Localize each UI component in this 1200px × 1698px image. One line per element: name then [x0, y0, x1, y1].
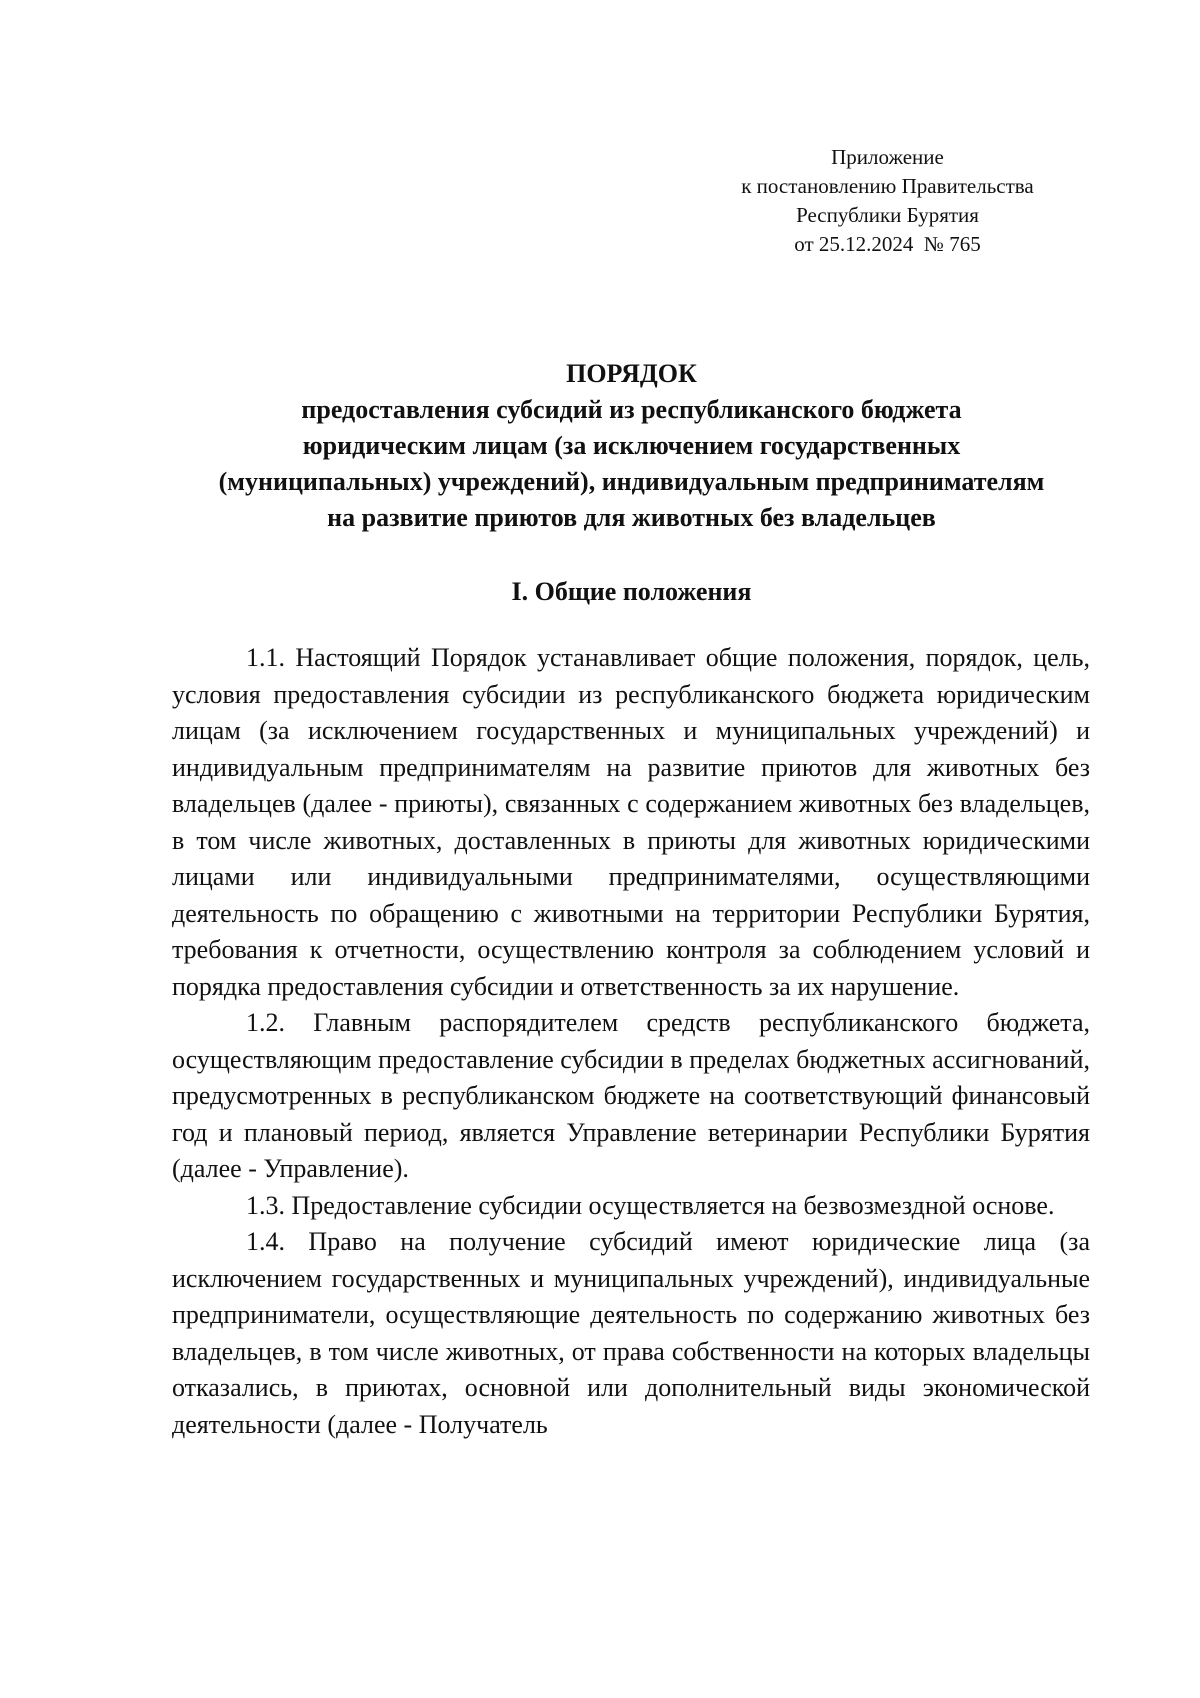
document-title [150, 356, 1113, 536]
title-subtitle-line: юридическим лицам (за исключением государственных [302, 431, 961, 460]
appendix-line: к постановлению Правительства [741, 174, 1034, 198]
appendix-line: Республики Бурятия [796, 203, 979, 227]
section-heading: I. Общие положения [511, 577, 752, 606]
paragraph-1-4: 1.4. Право на получение субсидий имеют юридические лица (за исключением государственных и муниципальных учреждений), индивидуальные предприниматели, осуществляющие деятельность по содержанию животных без владельцев, в том числе животных, от права собственности на которых владельцы отказались, в приютах, основной или дополнительный виды экономической деятельности (далее - Получатель [172, 1227, 1090, 1439]
title-main: ПОРЯДОК [566, 359, 697, 388]
appendix-line: Приложение [831, 145, 944, 169]
paragraph-1-1: 1.1. Настоящий Порядок устанавливает общие положения, порядок, цель, условия предоставления субсидии из республиканского бюджета юридическим лицам (за исключением государственных и муниципальных учреждений) и индивидуальным предпринимателям на развитие приютов для животных без владельцев (далее - приюты), связанных с содержанием животных без владельцев, в том числе животных, доставленных в приюты для животных юридическими лицами или индивидуальными предпринимателями, осуществляющими деятельность по обращению с животными на территории Республики Бурятия, требования к отчетности, осуществлению контроля за соблюдением условий и порядка предоставления субсидии и ответственность за их нарушение. [172, 643, 1090, 1001]
title-subtitle-line: (муниципальных) учреждений), индивидуальным предпринимателям [218, 467, 1045, 496]
body-text [172, 640, 1090, 1443]
paragraph-1-3: 1.3. Предоставление субсидии осуществляется на безвозмездной основе. [246, 1190, 1055, 1220]
paragraph-1-2: 1.2. Главным распорядителем средств республиканского бюджета, осуществляющим предоставление субсидии в пределах бюджетных ассигнований, предусмотренных в республиканском бюджете на соответствующий финансовый год и плановый период, является Управление ветеринарии Республики Бурятия (далее - Управление). [172, 1008, 1090, 1183]
appendix-date-number: от 25.12.2024 № 765 [794, 232, 981, 256]
appendix-header [700, 143, 1075, 259]
title-subtitle-line: предоставления субсидий из республиканского бюджета [301, 395, 962, 424]
title-subtitle-line: на развитие приютов для животных без владельцев [327, 503, 936, 532]
